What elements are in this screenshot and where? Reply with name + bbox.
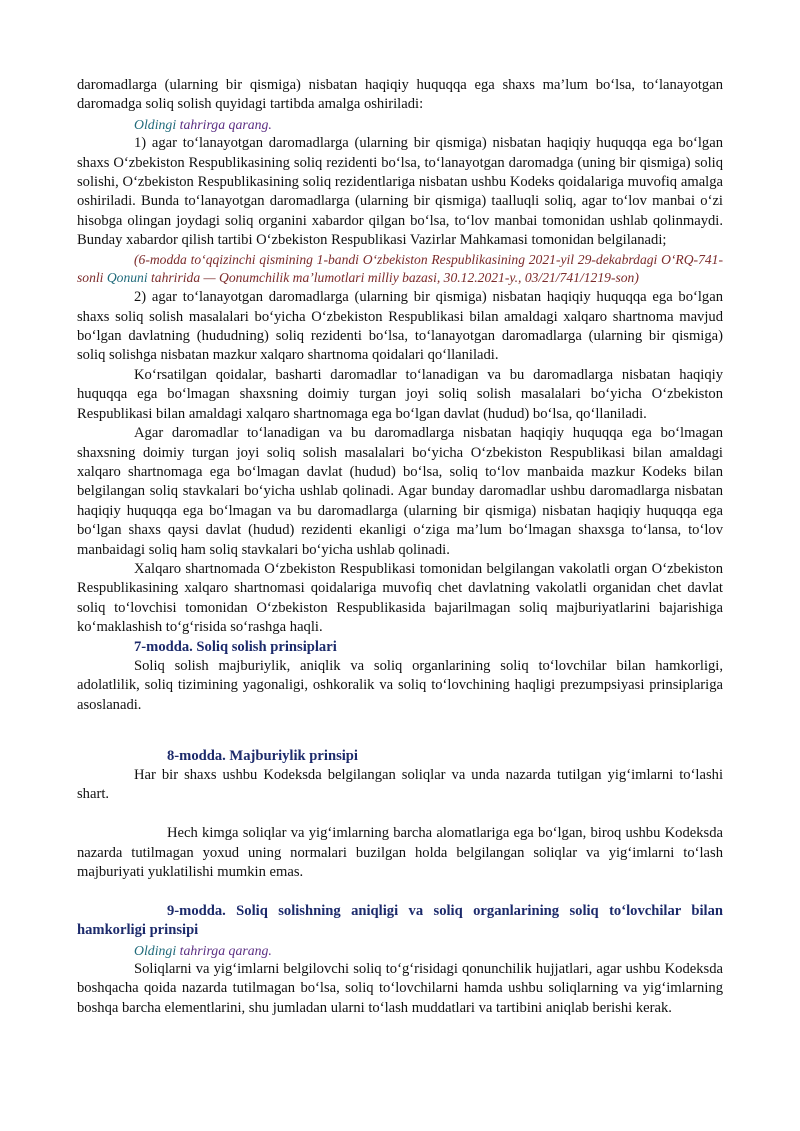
paragraph: Agar daromadlar to‘lanadigan va bu daromadlarga nisbatan haqiqiy huquqqa ega bo‘lmagan shaxsning doimiy turgan joyi soliq solish masalalari bo‘yicha O‘zbekiston Respublikasi bilan amaldagi xalqaro shartnomaga ega bo‘lmagan davlat (hudud) bo‘lsa, soliq to‘lov manbaida mazkur Kodeks bilan belgilangan soliq stavkalari bo‘yicha ushlab qolinadi. Agar bunday daromadlar ushbu daromadlarga nisbatan haqiqiy huquqqa ega bo‘lmagan va bu daromadlarga (ularning bir qismiga) nisbatan haqiqiy huquqqa ega bo‘lgan shaxs qaysi davlat (hudud) rezidenti ekanligi o‘ziga ma’lum bo‘lmagan shaxsga to‘lansa, to‘lov manbaidagi soliq ham soliq stavkalari bo‘yicha ushlab qolinadi. bbox=[77, 425, 723, 558]
paragraph: 2) agar to‘lanayotgan daromadlarga (ularning bir qismiga) nisbatan haqiqiy huquqqa ega bo‘lgan shaxs soliq solish masalalari bo‘yicha O‘zbekiston Respublikasi bilan amaldagi xalqaro shartnoma mavjud bo‘lgan davlatning (hududning) soliq rezidenti bo‘lsa, to‘lanayotgan daromadlarga (ularning bir qismiga) soliq solishga nisbatan mazkur xalqaro shartnoma qoidalari qo‘llaniladi. bbox=[77, 289, 723, 364]
amendment-note-text-end: tahririda — Qonumchilik ma’lumotlari milliy bazasi, 30.12.2021-y., 03/21/741/1219-son) bbox=[147, 270, 639, 286]
spacer bbox=[77, 882, 723, 901]
article-9-title: 9-modda. Soliq solishning aniqligi va soliq organlarining soliq to‘lovchilar bilan hamkorligi prinsipi bbox=[77, 902, 723, 939]
article-8-text-2: Hech kimga soliqlar va yig‘imlarning barcha alomatlariga ega bo‘lgan, biroq ushbu Kodeksda nazarda tutilmagan yoxud uning normalari buzilgan holda belgilangan soliqlar va yig‘imlarni to‘lash majburiyati yuklatilishi mumkin emas. bbox=[77, 825, 723, 880]
article-7-title: 7-modda. Soliq solish prinsiplari bbox=[134, 638, 337, 655]
spacer bbox=[77, 715, 723, 734]
amendment-note bbox=[77, 251, 723, 289]
previous-edition-text: tahrirga qarang. bbox=[176, 942, 272, 958]
paragraph: daromadlarga (ularning bir qismiga) nisbatan haqiqiy huquqqa ega shaxs ma’lum bo‘lsa, to‘lanayotgan daromadga soliq solish quyidagi tartibda amalga oshiriladi: bbox=[77, 77, 723, 113]
article-8-title: 8-modda. Majburiylik prinsipi bbox=[167, 747, 358, 764]
paragraph: Ko‘rsatilgan qoidalar, basharti daromadlar to‘lanadigan va bu daromadlarga nisbatan haqiqiy huquqqa ega bo‘lmagan shaxsning doimiy turgan joyi soliq solish masalalari bo‘yicha O‘zbekiston Respublikasi bilan amaldagi xalqaro shartnomaga ega bo‘lgan davlat (hudud) bo‘lsa, qo‘llaniladi. bbox=[77, 366, 723, 422]
paragraph: Xalqaro shartnomada O‘zbekiston Respublikasi tomonidan belgilangan vakolatli organ O‘zbekiston Respublikasining xalqaro shartnomasi qoidalariga muvofiq chet davlatning vakolatli organidan chet davlat soliq to‘lovchisi tomonidan O‘zbekiston Respublikasida bajarilmagan soliq majburiyatlarini bajarishiga ko‘maklashish to‘g‘risida so‘rashga haqli. bbox=[77, 560, 723, 636]
amendment-note-text: (6-modda to‘qqizinchi qismining 1-bandi O‘zbekiston Respublikasining 2021-yil 29-dekabrdagi O‘RQ-741-sonli bbox=[77, 251, 723, 286]
article-9-text: Soliqlarni va yig‘imlarni belgilovchi soliq to‘g‘risidagi qonunchilik hujjatlari, agar ushbu Kodeksda boshqacha qoida nazarda tutilmagan bo‘lsa, soliq to‘lovchilarni hamda ushbu soliqlarning va yig‘imlarning boshqa barcha elementlarini, shu jumladan ularni to‘lash muddatlari va tartibini aniqlab berishi kerak. bbox=[77, 961, 723, 1016]
spacer bbox=[77, 805, 723, 824]
paragraph: 1) agar to‘lanayotgan daromadlarga (ularning bir qismiga) nisbatan haqiqiy huquqqa ega bo‘lgan shaxs O‘zbekiston Respublikasining soliq rezidenti bo‘lsa, to‘lanayotgan daromadga (uning bir qismiga) soliq solishi, O‘zbekiston Respublikasining soliq rezidentlariga nisbatan ushbu Kodeks qoidalariga muvofiq amalga oshiriladi. Bunda to‘lanayotgan daromadlarga (ularning bir qismiga) taalluqli soliq, agar to‘lov manbai o‘zi hisobga olingan joydagi soliq organini xabardor qilgan bo‘lsa, to‘lov manbai tomonidan ushlab qolinmaydi. Bunday xabardor qilish tartibi O‘zbekiston Respublikasi Vazirlar Mahkamasi tomonidan belgilanadi; bbox=[77, 135, 723, 249]
previous-edition-link[interactable]: Oldingi bbox=[134, 116, 177, 132]
spacer bbox=[77, 735, 723, 747]
previous-edition-link[interactable]: Oldingi bbox=[134, 942, 177, 958]
previous-edition-note bbox=[134, 941, 723, 960]
previous-edition-note bbox=[134, 115, 723, 134]
previous-edition-text: tahrirga qarang. bbox=[176, 116, 272, 132]
document-body bbox=[77, 76, 723, 1018]
law-link[interactable]: Qonuni bbox=[106, 270, 148, 286]
article-7-text: Soliq solish majburiylik, aniqlik va soliq organlarining soliq to‘lovchilar bilan hamkorligi, adolatlilik, soliq tizimining yagonaligi, oshkoralik va soliq to‘lovchining haqligi prezumpsiyasi prinsiplariga asoslanadi. bbox=[77, 657, 723, 713]
article-8-text: Har bir shaxs ushbu Kodeksda belgilangan soliqlar va unda nazarda tutilgan yig‘imlarni to‘lashi shart. bbox=[77, 766, 723, 803]
